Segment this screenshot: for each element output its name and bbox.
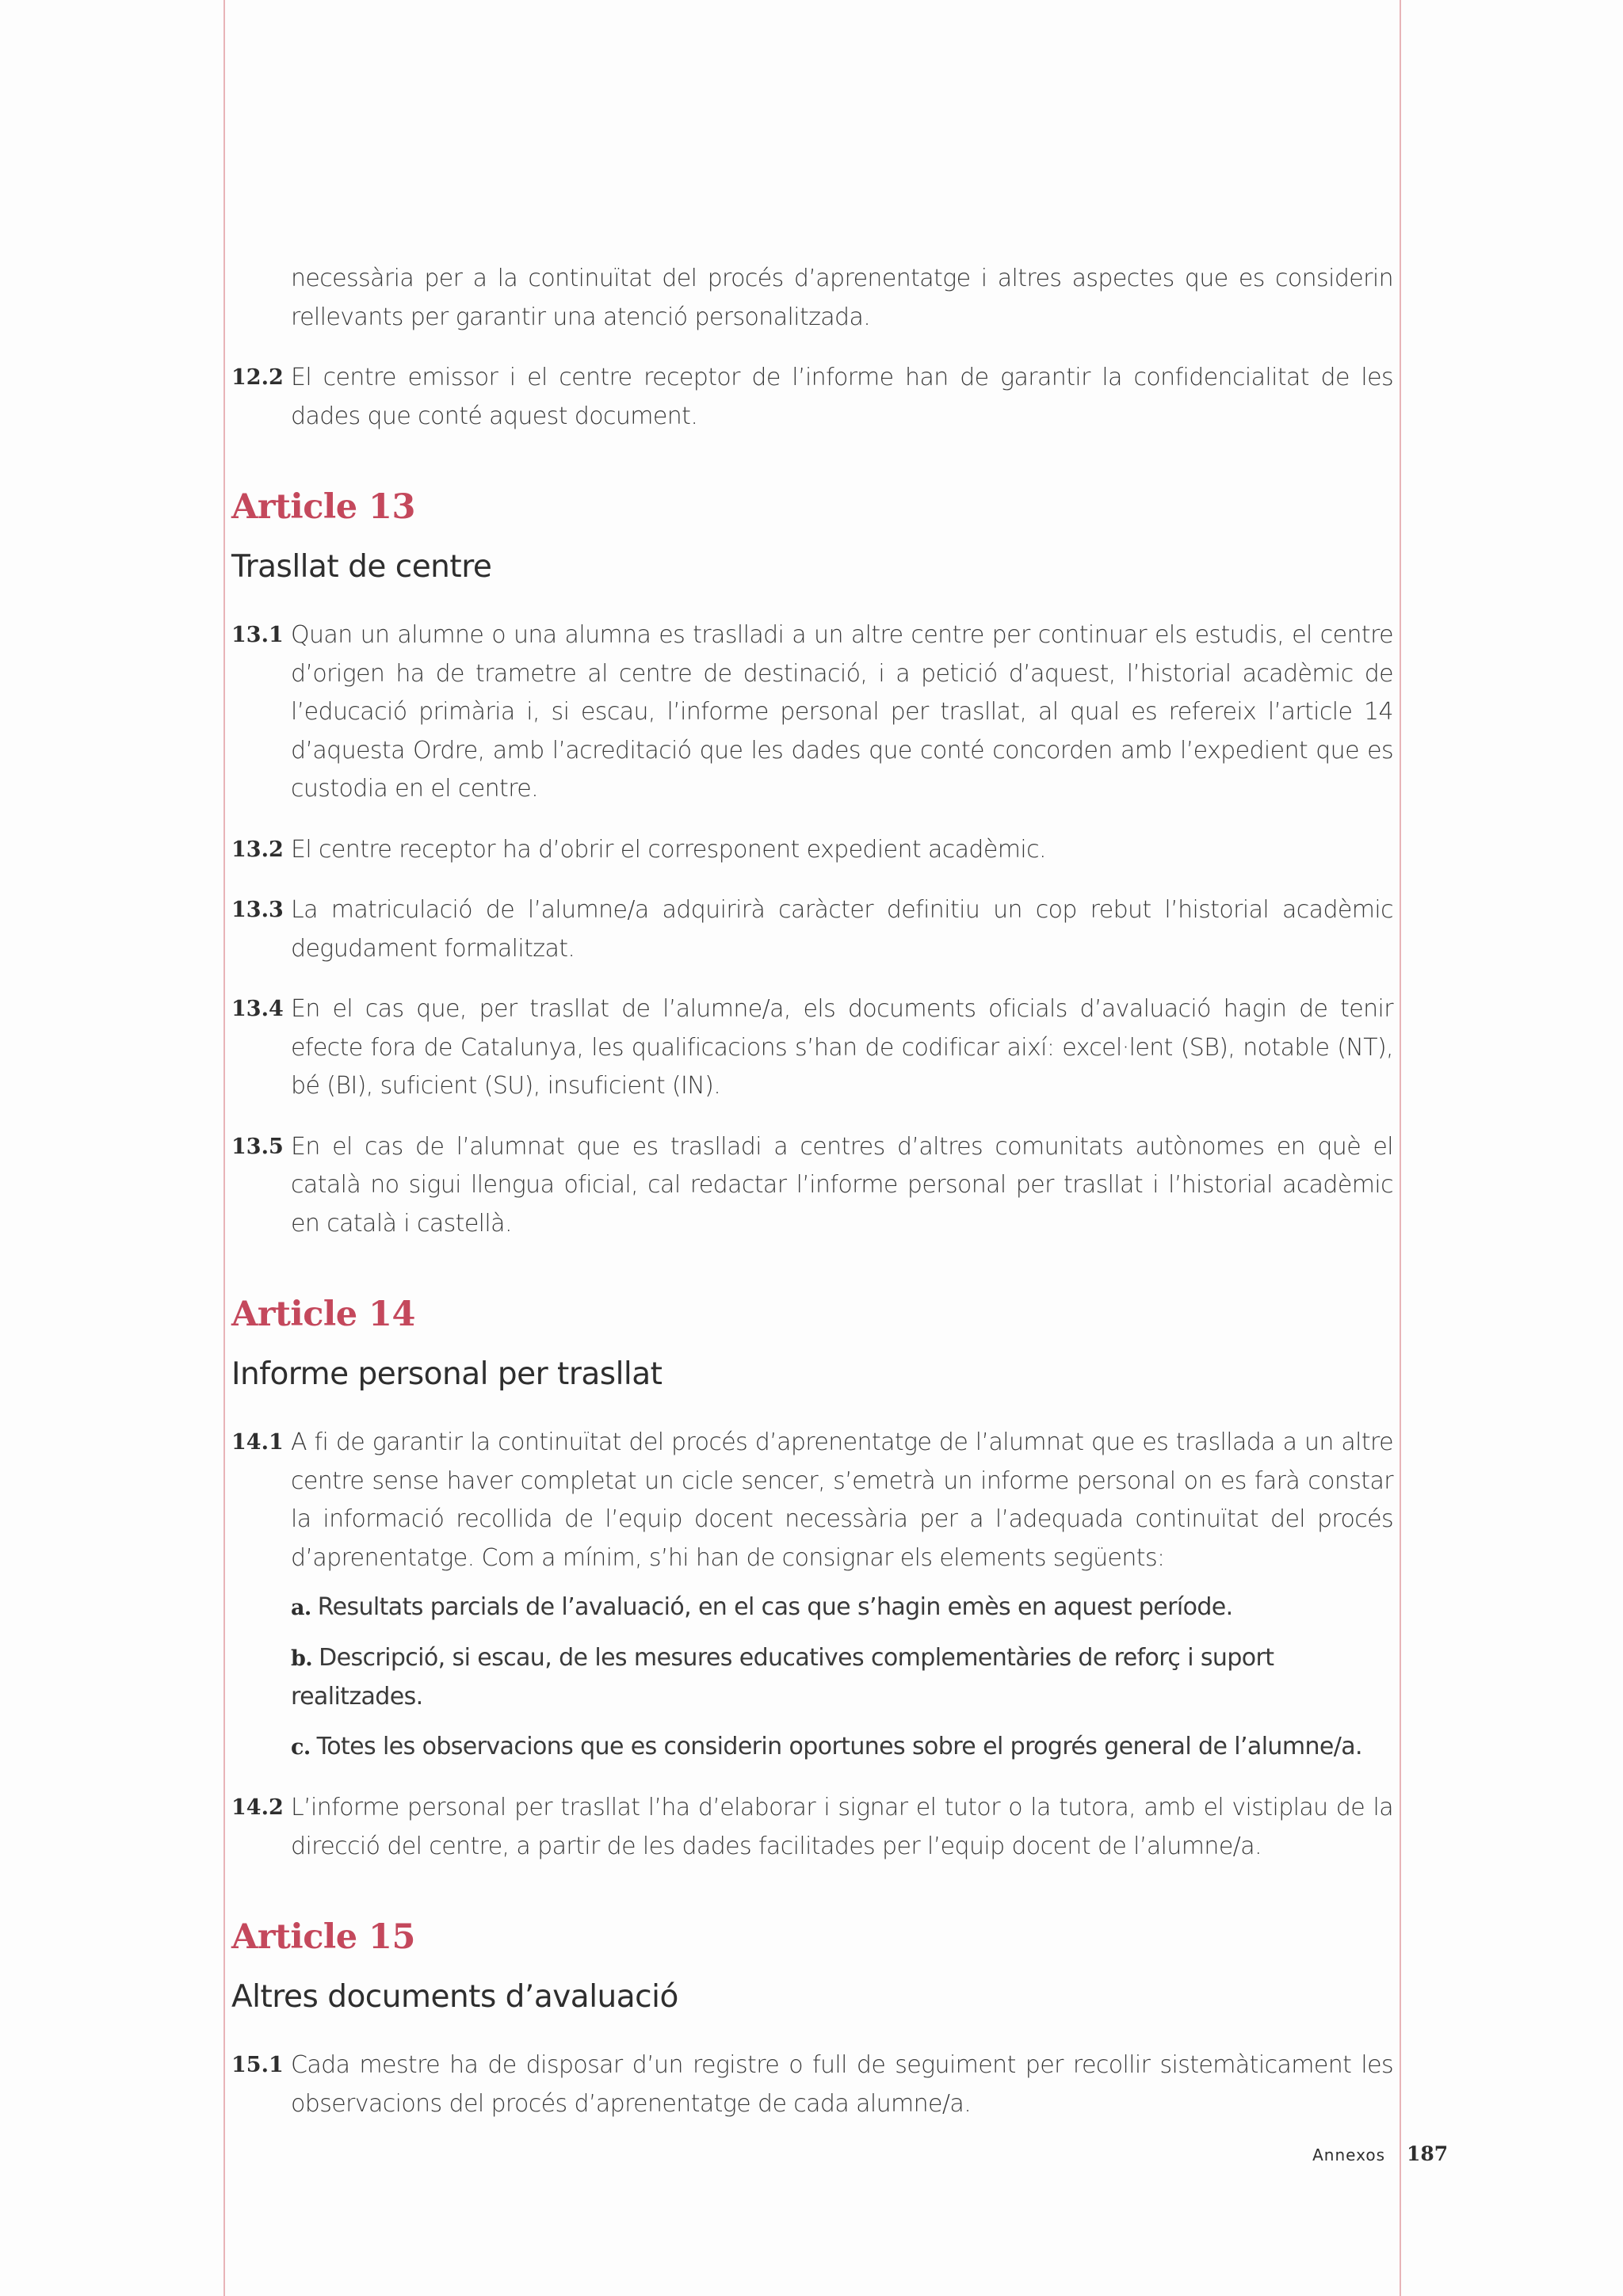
paragraph-13-3 xyxy=(231,891,1393,968)
list-item-letter: a. xyxy=(291,1596,311,1620)
article-13-subtitle: Trasllat de centre xyxy=(231,549,492,585)
paragraph-number: 13.5 xyxy=(231,1134,284,1159)
paragraph-number: 14.1 xyxy=(231,1430,284,1455)
paragraph-number: 13.2 xyxy=(231,837,284,862)
paragraph-text: necessària per a la continuïtat del procés d’aprenentatge i altres aspectes que es considerin rellevants per garantir una atenció personalitzada. xyxy=(291,265,1393,331)
page-content xyxy=(231,260,1393,2145)
paragraph-13-2 xyxy=(231,831,1393,870)
paragraph-13-1 xyxy=(231,616,1393,809)
paragraph-number: 12.2 xyxy=(231,365,284,390)
list-item-a xyxy=(231,1589,1393,1628)
article-14-subtitle: Informe personal per trasllat xyxy=(231,1356,663,1392)
list-item-text: Descripció, si escau, de les mesures educatives complementàries de reforç i suport realitzades. xyxy=(291,1643,1274,1711)
footer-section-label: Annexos xyxy=(1312,2145,1385,2164)
page-number: 187 xyxy=(1407,2142,1449,2165)
left-margin-rule xyxy=(223,0,225,2296)
right-margin-rule xyxy=(1400,0,1401,2296)
paragraph-13-5 xyxy=(231,1128,1393,1244)
paragraph-12-2 xyxy=(231,359,1393,436)
list-item-b xyxy=(231,1639,1393,1717)
paragraph-number: 13.1 xyxy=(231,623,284,647)
article-15-subtitle: Altres documents d’avaluació xyxy=(231,1979,678,2015)
article-15-title: Article 15 xyxy=(231,1917,415,1957)
list-item-c xyxy=(231,1728,1393,1768)
paragraph-number: 14.2 xyxy=(231,1795,284,1820)
paragraph-text: A fi de garantir la continuïtat del procés d’aprenentatge de l’alumnat que es trasllada a un altre centre sense haver completat un cicle sencer, s’emetrà un informe personal on es farà constar la informació recollida de l’equip docent necessària per a l’adequada continuïtat del procés d’aprenentatge. Com a mínim, s’hi han de consignar els elements següents: xyxy=(291,1428,1393,1572)
paragraph-number: 13.4 xyxy=(231,997,284,1021)
paragraph-text: Cada mestre ha de disposar d’un registre o full de seguiment per recollir sistemàticament les observacions del procés d’aprenentatge de cada alumne/a. xyxy=(291,2051,1393,2118)
paragraph-text: En el cas que, per trasllat de l’alumne/a, els documents oficials d’avaluació hagin de tenir efecte fora de Catalunya, les qualificacions s’han de codificar així: excel·lent (SB), notable (NT), bé (BI), suficient (SU), insuficient (IN). xyxy=(291,995,1393,1100)
list-item-letter: c. xyxy=(291,1734,311,1760)
paragraph-text: El centre emissor i el centre receptor de l’informe han de garantir la confidencialitat de les dades que conté aquest document. xyxy=(291,364,1393,430)
page-footer xyxy=(1268,2141,1458,2172)
paragraph-number: 15.1 xyxy=(231,2053,284,2077)
article-14-title: Article 14 xyxy=(231,1295,415,1334)
list-item-text: Totes les observacions que es considerin oportunes sobre el progrés general de l’alumne/a. xyxy=(316,1732,1362,1760)
paragraph-text: L’informe personal per trasllat l’ha d’elaborar i signar el tutor o la tutora, amb el vistiplau de la direcció del centre, a partir de les dades facilitades per l’equip docent de l’alumne/a. xyxy=(291,1794,1393,1860)
article-13-title: Article 13 xyxy=(231,487,415,527)
article-12-continuation xyxy=(231,260,1393,337)
paragraph-text: Quan un alumne o una alumna es traslladi a un altre centre per continuar els estudis, el centre d’origen ha de trametre al centre de destinació, i a petició d’aquest, l’historial acadèmic de l’educació primària i, si escau, l’informe personal per trasllat, al qual es refereix l’article 14 d’aquesta Ordre, amb l’acreditació que les dades que conté concorden amb l’expedient que es custodia en el centre. xyxy=(291,621,1393,803)
paragraph-15-1 xyxy=(231,2046,1393,2123)
list-item-letter: b. xyxy=(291,1646,313,1671)
paragraph-text: La matriculació de l’alumne/a adquirirà caràcter definitiu un cop rebut l’historial acadèmic degudament formalitzat. xyxy=(291,896,1393,963)
paragraph-14-2 xyxy=(231,1789,1393,1866)
list-item-text: Resultats parcials de l’avaluació, en el cas que s’hagin emès en aquest període. xyxy=(317,1593,1233,1621)
paragraph-text: En el cas de l’alumnat que es traslladi a centres d’altres comunitats autònomes en què el català no sigui llengua oficial, cal redactar l’informe personal per trasllat i l’historial acadèmic en català i castellà. xyxy=(291,1132,1393,1238)
paragraph-number: 13.3 xyxy=(231,898,284,922)
paragraph-14-1 xyxy=(231,1424,1393,1577)
paragraph-text: El centre receptor ha d’obrir el corresponent expedient acadèmic. xyxy=(291,835,1046,864)
paragraph-13-4 xyxy=(231,990,1393,1106)
